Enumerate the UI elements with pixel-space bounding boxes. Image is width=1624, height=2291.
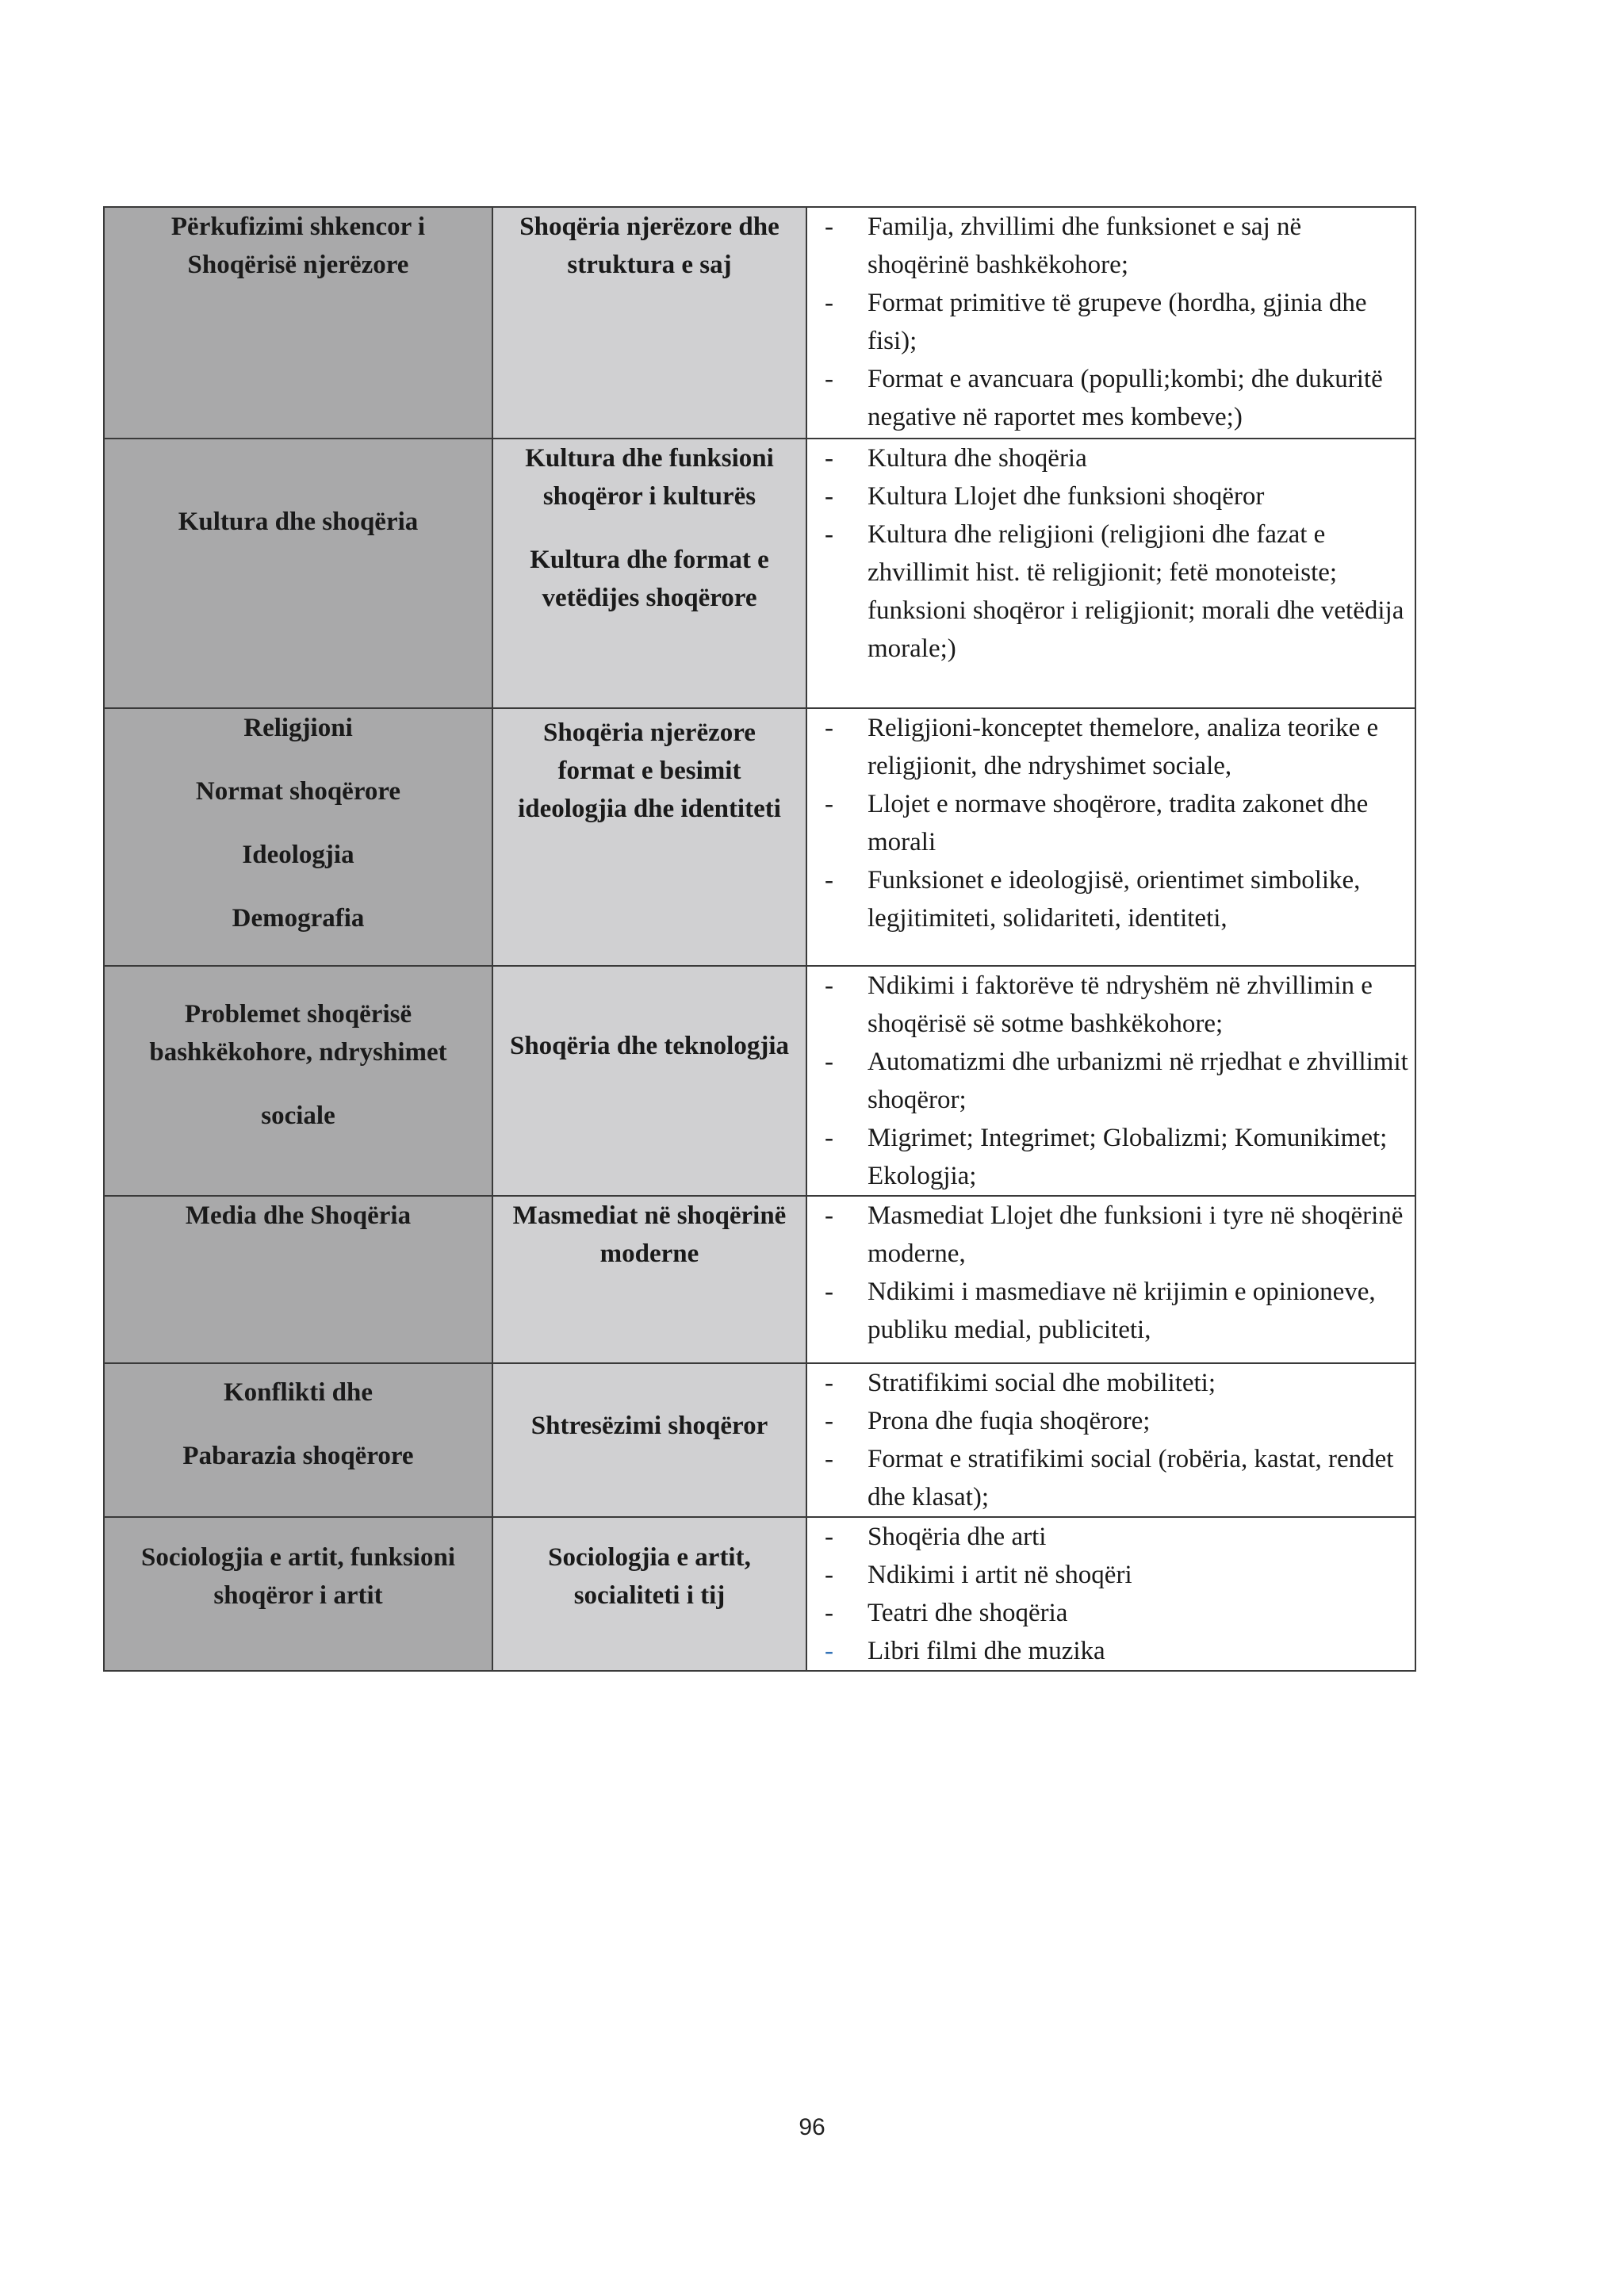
list-item: - Kultura Llojet dhe funksioni shoqëror — [825, 477, 1408, 515]
content-list — [807, 1364, 1415, 1516]
subtopic-text: Kultura dhe funksioni shoqëror i kulturës — [525, 444, 774, 511]
topic-text: Kultura dhe shoqëria — [178, 508, 419, 536]
subtopic-text: Shtresëzimi shoqëror — [530, 1412, 768, 1440]
page-number: 96 — [799, 2114, 825, 2140]
topic-cell — [104, 1196, 492, 1363]
table-row — [104, 207, 1415, 439]
topic-cell — [104, 207, 492, 439]
table-row — [104, 439, 1415, 708]
content-list — [807, 208, 1415, 436]
list-item: - Llojet e normave shoqërore, tradita zakonet dhe morali — [825, 785, 1408, 861]
subtopic-cell — [492, 207, 806, 439]
list-item: - Format primitive të grupeve (hordha, gjinia dhe fisi); — [825, 284, 1408, 360]
content-list — [807, 1518, 1415, 1670]
subtopic-text: Shoqëria njerëzore format e besimit ideologjia dhe identiteti — [518, 718, 781, 823]
topic-text: Problemet shoqërisë bashkëkohore, ndryshimet — [149, 1000, 447, 1067]
subtopic-cell — [492, 1517, 806, 1671]
content-cell — [806, 1517, 1415, 1671]
list-item: - Ndikimi i artit në shoqëri — [825, 1556, 1408, 1594]
content-list — [807, 709, 1415, 937]
curriculum-table — [103, 206, 1416, 1672]
topic-cell — [104, 708, 492, 966]
topic-text: sociale — [261, 1101, 335, 1130]
list-item: - Format e stratifikimi social (robëria, kastat, rendet dhe klasat); — [825, 1440, 1408, 1516]
list-item: - Funksionet e ideologjisë, orientimet simbolike, legjitimiteti, solidariteti, identiteti, — [825, 861, 1408, 937]
content-list — [807, 1197, 1415, 1349]
content-cell — [806, 207, 1415, 439]
table-row — [104, 1517, 1415, 1671]
list-item: - Religjioni-konceptet themelore, analiza teorike e religjionit, dhe ndryshimet sociale, — [825, 709, 1408, 785]
topic-cell — [104, 439, 492, 708]
subtopic-cell — [492, 439, 806, 708]
table-row — [104, 966, 1415, 1196]
table-row — [104, 1363, 1415, 1517]
list-item: - Prona dhe fuqia shoqërore; — [825, 1402, 1408, 1440]
subtopic-cell — [492, 708, 806, 966]
subtopic-text: Shoqëria dhe teknologjia — [509, 1032, 790, 1060]
list-item: - Migrimet; Integrimet; Globalizmi; Komunikimet; Ekologjia; — [825, 1119, 1408, 1195]
topic-text: Normat shoqërore — [195, 777, 401, 806]
content-list — [807, 439, 1415, 668]
subtopic-cell — [492, 966, 806, 1196]
list-item: - Stratifikimi social dhe mobiliteti; — [825, 1364, 1408, 1402]
topic-cell — [104, 1517, 492, 1671]
content-cell — [806, 1196, 1415, 1363]
list-item: - Shoqëria dhe arti — [825, 1518, 1408, 1556]
table-row — [104, 1196, 1415, 1363]
list-item: - Familja, zhvillimi dhe funksionet e saj në shoqërinë bashkëkohore; — [825, 208, 1408, 284]
topic-text: Media dhe Shoqëria — [185, 1201, 412, 1230]
table-row — [104, 708, 1415, 966]
topic-text: Përkufizimi shkencor i Shoqërisë njerëzore — [170, 213, 426, 279]
topic-text: Sociologjia e artit, funksioni shoqëror i artit — [140, 1543, 456, 1610]
content-cell — [806, 708, 1415, 966]
subtopic-text: Masmediat në shoqërinë moderne — [512, 1201, 787, 1268]
subtopic-cell — [492, 1363, 806, 1517]
content-cell — [806, 439, 1415, 708]
subtopic-text: Shoqëria njerëzore dhe struktura e saj — [519, 213, 779, 279]
topic-text: Demografia — [232, 904, 365, 933]
list-item: - Libri filmi dhe muzika — [825, 1632, 1408, 1670]
list-item: - Teatri dhe shoqëria — [825, 1594, 1408, 1632]
subtopic-cell — [492, 1196, 806, 1363]
topic-text: Ideologjia — [242, 841, 354, 869]
list-item: - Kultura dhe shoqëria — [825, 439, 1408, 477]
content-cell — [806, 1363, 1415, 1517]
topic-text: Pabarazia shoqërore — [182, 1442, 414, 1470]
list-item: - Ndikimi i masmediave në krijimin e opinioneve, publiku medial, publiciteti, — [825, 1273, 1408, 1349]
list-item: - Ndikimi i faktorëve të ndryshëm në zhvillimin e shoqërisë së sotme bashkëkohore; — [825, 967, 1408, 1043]
topic-cell — [104, 1363, 492, 1517]
topic-cell — [104, 966, 492, 1196]
subtopic-text: Kultura dhe format e vetëdijes shoqërore — [530, 546, 769, 612]
list-item: - Masmediat Llojet dhe funksioni i tyre në shoqërinë moderne, — [825, 1197, 1408, 1273]
list-item: - Automatizmi dhe urbanizmi në rrjedhat e zhvillimit shoqëror; — [825, 1043, 1408, 1119]
list-item: - Format e avancuara (populli;kombi; dhe dukuritë negative në raportet mes kombeve;) — [825, 360, 1408, 436]
topic-text: Religjioni — [243, 714, 353, 742]
subtopic-text: Sociologjia e artit, socialiteti i tij — [548, 1543, 751, 1610]
topic-text: Konflikti dhe — [224, 1378, 373, 1407]
list-item: - Kultura dhe religjioni (religjioni dhe fazat e zhvillimit hist. të religjionit; fetë monoteiste; funksioni shoqëror i religjionit; morali dhe vetëdija morale;) — [825, 515, 1408, 668]
content-list — [807, 967, 1415, 1195]
content-cell — [806, 966, 1415, 1196]
